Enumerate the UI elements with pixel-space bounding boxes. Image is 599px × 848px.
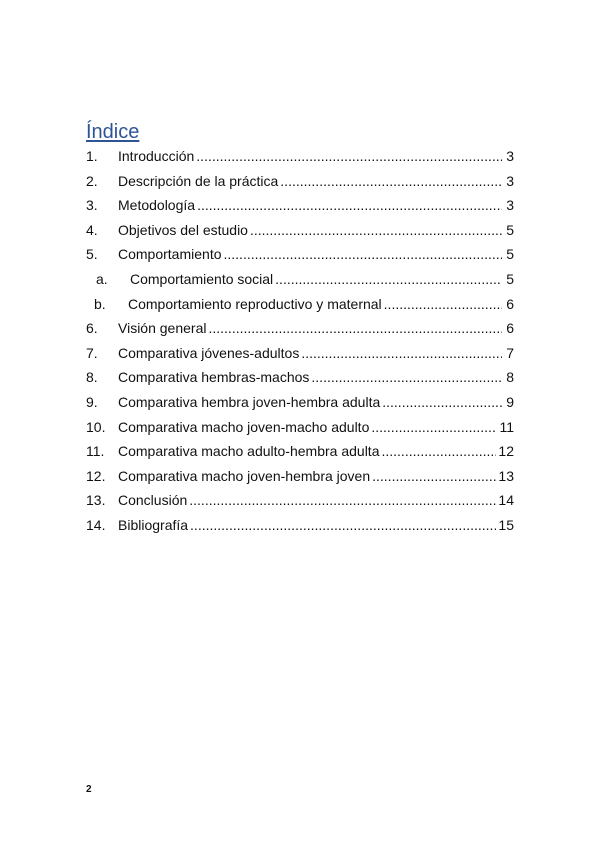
toc-dot-leader xyxy=(311,367,502,387)
toc-entry-page: 6 xyxy=(506,295,514,312)
toc-entry-number: 2. xyxy=(86,172,98,189)
toc-entry-label: Objetivos del estudio xyxy=(118,221,248,238)
toc-dot-leader xyxy=(382,392,502,412)
toc-entry-label: Metodología xyxy=(118,197,196,214)
toc-dot-leader xyxy=(208,318,502,338)
toc-entry-number: 9. xyxy=(86,393,98,410)
toc-entry-page: 11 xyxy=(499,418,514,435)
toc-entry-number: 7. xyxy=(86,344,98,361)
toc-entry-metodologia[interactable] xyxy=(86,195,514,220)
toc-entry-jovenes-adultos[interactable] xyxy=(86,343,514,368)
toc-entry-introduccion[interactable] xyxy=(86,146,514,171)
toc-dot-leader xyxy=(280,171,502,191)
toc-entry-label: Comparativa macho adulto-hembra adulta xyxy=(118,443,380,460)
toc-entry-page: 14 xyxy=(498,492,514,509)
toc-dot-leader xyxy=(224,244,503,264)
toc-entry-page: 5 xyxy=(506,246,514,263)
toc-entry-comportamiento-reproductivo[interactable] xyxy=(86,294,514,319)
toc-entry-label: Bibliografía xyxy=(118,516,189,533)
toc-dot-leader xyxy=(189,490,496,510)
toc-entry-number: a. xyxy=(96,270,108,287)
toc-entry-page: 3 xyxy=(506,148,514,164)
toc-entry-descripcion[interactable] xyxy=(86,171,514,196)
toc-entry-label: Comparativa macho joven-hembra joven xyxy=(118,467,371,484)
toc-entry-bibliografia[interactable] xyxy=(86,515,514,540)
toc-entry-label: Comportamiento social xyxy=(130,270,274,287)
toc-entry-macho-joven-hembra-joven[interactable] xyxy=(86,466,514,491)
toc-entry-vision-general[interactable] xyxy=(86,318,514,343)
toc-entry-page: 9 xyxy=(506,393,514,410)
toc-entry-page: 3 xyxy=(506,197,514,214)
toc-entry-page: 6 xyxy=(506,320,514,337)
toc-entry-hembra-joven-hembra-adulta[interactable] xyxy=(86,392,514,417)
toc-entry-page: 7 xyxy=(506,344,514,361)
page-number: 2 xyxy=(86,784,92,795)
toc-entry-page: 12 xyxy=(498,443,514,460)
toc-entry-number: 13. xyxy=(86,492,106,509)
toc-entry-number: 6. xyxy=(86,320,98,337)
toc-entry-label: Comportamiento xyxy=(118,246,222,263)
toc-entry-conclusion[interactable] xyxy=(86,490,514,515)
toc-entry-number: 11. xyxy=(86,443,105,460)
toc-dot-leader xyxy=(250,220,502,240)
toc-entry-number: 4. xyxy=(86,221,98,238)
toc-entry-number: 10. xyxy=(86,418,106,435)
toc-entry-label: Introducción xyxy=(118,148,195,164)
toc-entry-page: 5 xyxy=(506,221,514,238)
toc-entry-label: Descripción de la práctica xyxy=(118,172,279,189)
toc-dot-leader xyxy=(197,195,502,215)
toc-entry-number: 8. xyxy=(86,369,98,386)
toc-entry-number: 3. xyxy=(86,197,98,214)
toc-entry-number: 1. xyxy=(86,148,98,164)
toc-dot-leader xyxy=(190,515,496,535)
toc-entry-number: 12. xyxy=(86,467,106,484)
toc-title[interactable]: Índice xyxy=(86,121,140,143)
toc-entry-macho-adulto-hembra-adulta[interactable] xyxy=(86,441,514,466)
toc-entry-page: 15 xyxy=(498,516,514,533)
toc-dot-leader xyxy=(275,269,502,289)
toc-entry-label: Conclusión xyxy=(118,492,188,509)
toc-entry-page: 13 xyxy=(498,467,514,484)
toc-dot-leader xyxy=(372,466,496,486)
toc-entry-comportamiento[interactable] xyxy=(86,244,514,269)
toc-entry-page: 3 xyxy=(506,172,514,189)
toc-entry-number: 14. xyxy=(86,516,106,533)
toc-entry-number: 5. xyxy=(86,246,98,263)
toc-dot-leader xyxy=(384,294,502,314)
toc-dot-leader xyxy=(301,343,502,363)
toc-entry-label: Comparativa hembras-machos xyxy=(118,369,310,386)
toc-entry-label: Comparativa hembra joven-hembra adulta xyxy=(118,393,381,410)
toc-entry-label: Comportamiento reproductivo y maternal xyxy=(128,295,382,312)
toc-entry-label: Comparativa macho joven-macho adulto xyxy=(118,418,370,435)
toc-entry-objetivos[interactable] xyxy=(86,220,514,245)
toc-dot-leader xyxy=(371,417,497,437)
toc-entry-number: b. xyxy=(94,295,106,312)
toc-entry-label: Visión general xyxy=(118,320,207,337)
toc-entry-macho-joven-macho-adulto[interactable] xyxy=(86,417,514,442)
toc-entry-page: 8 xyxy=(506,369,514,386)
toc-list xyxy=(86,146,514,540)
toc-entry-comportamiento-social[interactable] xyxy=(86,269,514,294)
toc-dot-leader xyxy=(196,146,502,166)
toc-entry-label: Comparativa jóvenes-adultos xyxy=(118,344,300,361)
toc-entry-page: 5 xyxy=(506,270,514,287)
toc-entry-hembras-machos[interactable] xyxy=(86,367,514,392)
toc-dot-leader xyxy=(381,441,496,461)
